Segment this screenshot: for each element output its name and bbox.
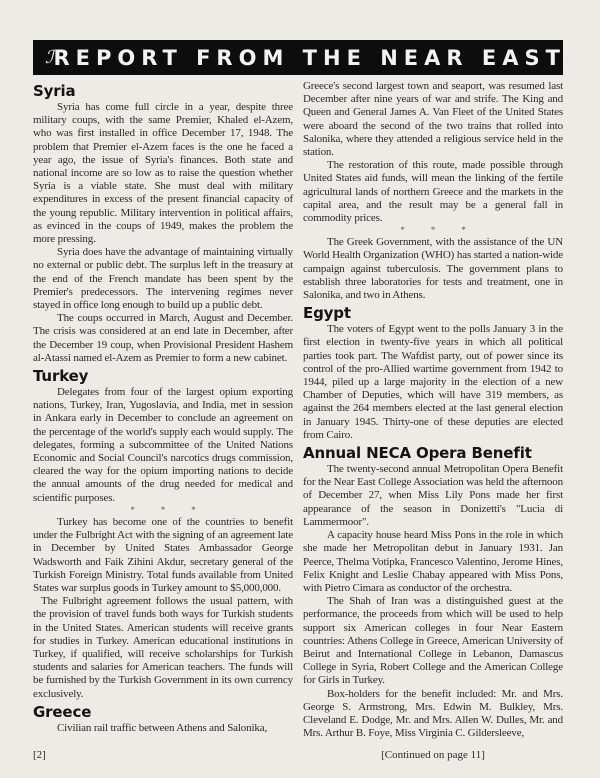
section-greece-continued [303,80,563,302]
page-footer [33,748,563,762]
section-greece [33,703,293,735]
paragraph: Box-holders for the benefit included: Mr. and Mrs. George S. Armstrong, Mrs. Edwin M. Bulkley, Mrs. Cleveland E. Dodge, Mr. and Mrs. Allen W. Dulles, Mr. and Mrs. Arthur B. Foye, Miss Virginia C. Gildersleeve, [303,687,563,740]
paragraph: The Greek Government, with the assistance of the UN World Health Organization (WHO) has started a nation-wide campaign against tuberculosis. The government plans to establish three laboratories for tests and treatment, one in Salonika, and two in Athens. [303,236,563,302]
paragraph: The restoration of this route, made possible through United States aid funds, will mean the linking of the fertile agricultural lands of northern Greece and the markets in the capital area, and the result may be a general fall in commodity prices. [303,159,563,225]
section-egypt [303,304,563,442]
left-column [33,80,293,735]
section-syria [33,82,293,365]
paragraph: Greece's second largest town and seaport, was resumed last December after nine years of war and strife. The King and Queen and General James A. Van Fleet of the United States were aboard the second of the two trains that rolled into Salonika, where they attended a religious service held in the station. [303,80,563,159]
continued-note: [Continued on page 11] [381,749,485,762]
section-separator: * * * [130,504,196,515]
paragraph: Turkey has become one of the countries to benefit under the Fulbright Act with the signing of an agreement late in December by United States Ambassador George Wadsworth and Faik Zihini Akdur, secretary general of the Turkish Foreign Ministry. Total funds available from United States war surplus goods in Turkey amount to $5,000,000. [33,515,293,594]
page-title: REPORT FROM THE NEAR EAST [53,45,566,70]
page-number: [2] [33,749,46,762]
columns [33,80,563,740]
paragraph: Syria does have the advantage of maintaining virtually no external or public debt. The surplus left in the treasury at the end of the French mandate has been spent by the Premier's predecessors. The intervening regimes never stayed in office long enough to build up a public debt. [33,246,293,312]
paragraph: The Shah of Iran was a distinguished guest at the performance, the proceeds from which will be used to help support six American colleges in four Near Eastern countries: Athens College in Greece, American University of Beirut and International College in Lebanon, Damascus College in Syria, Robert College and the American College for Girls in Turkey. [303,595,563,687]
paragraph: Delegates from four of the largest opium exporting nations, Turkey, Iran, Yugoslavia, and India, met in session in Ankara early in December to conclude an agreement on the percentage of the world's supply each would supply. The delegates, forming a subcommittee of the United Nations Economic and Social Council's narcotics drugs commission, cleared the way for the opium importing nations to decide the annual amounts of the drug needed for medical and scientific purposes. [33,386,293,504]
paragraph: Syria has come full circle in a year, despite three military coups, with the same Premier, Khaled el-Azem, who was first installed in office December 17, 1948. The problem that Premier el-Azem faces is the one he faced a year ago, the issue of Syria's finances. Both state and national income are so low as to raise the question whether Syria is a viable state. She must deal with military expenditures in excess of the present financial capacity of the young republic. Military intervention in political affairs, as evinced in the coups of 1949, makes the problem the more pressing. [33,101,293,246]
paragraph: Civilian rail traffic between Athens and Salonika, [57,721,268,734]
section-heading: Egypt [303,304,351,323]
paragraph: The Fulbright agreement follows the usual pattern, with the provision of travel funds both ways for Turkish students in the United States. American students will receive grants for studies in Turkey. American educational institutions in Turkey, if qualified, will receive scholarships for Turkish students and salaries for American teachers. The funds will be furnished by the Turkish Government in its own currency exclusively. [33,595,293,700]
paragraph: The twenty-second annual Metropolitan Opera Benefit for the Near East College Association was held the afternoon of December 27, when Miss Lily Pons made her first appearance of the season in Donizetti's "Lucia di Lammermoor". [303,463,563,528]
ornament-left-icon: ℐ [45,47,54,68]
section-heading: Turkey [33,367,89,386]
section-opera [303,444,563,740]
header-banner [33,40,575,75]
section-turkey [33,367,293,701]
section-heading: Syria [33,82,76,100]
paragraph: The voters of Egypt went to the polls January 3 in the first election in twenty-five years in which all political parties took part. The Wafdist party, out of power since its control of the pro-Allied wartime government from 1942 to 1944, piled up a large majority in the election of a new Chamber of Deputies, which will have 319 members, as against the 264 members elected at the last general election in January 1945. Thirty-one of these deputies are elected from Cairo. [303,323,563,441]
section-heading: Greece [33,702,92,721]
section-separator: * * * [400,225,466,236]
paragraph: The coups occurred in March, August and December. The crisis was considered at an end late in December, after the December 19 coup, when Provisional President Hashem al-Atassi named el-Azem as Premier to form a new cabinet. [33,312,293,364]
paragraph: A capacity house heard Miss Pons in the role in which she made her Metropolitan debut in January 1931. Jan Peerce, Thelma Votipka, Francesco Valentino, Jerome Hines, Felix Knight and Leslie Chabay appeared with Miss Pons, with Pietro Cimara as conductor of the orchestra. [303,529,563,594]
ornament-right-icon: ℐ [565,47,575,68]
section-heading: Annual NECA Opera Benefit [303,444,532,463]
right-column [303,80,563,740]
